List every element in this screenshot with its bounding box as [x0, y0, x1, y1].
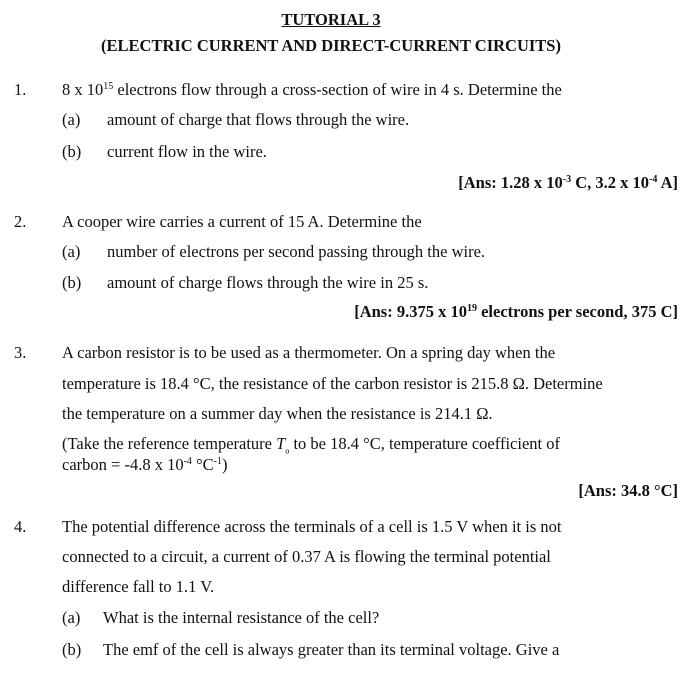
question-text: the temperature on a summer day when the resistance is 214.1 Ω. — [62, 404, 493, 423]
question-text: A carbon resistor is to be used as a thermometer. On a spring day when the — [62, 343, 556, 362]
part-text: amount of charge flows through the wire in 25 s. — [107, 273, 429, 292]
question-text: A cooper wire carries a current of 15 A. Determine the — [62, 212, 422, 231]
part-label: (b) — [62, 640, 82, 659]
question-text: connected to a circuit, a current of 0.37 A is flowing the terminal potential — [62, 547, 551, 566]
page-subtitle: (ELECTRIC CURRENT AND DIRECT-CURRENT CIRCUITS) — [101, 36, 561, 55]
part-text: current flow in the wire. — [107, 142, 267, 161]
part-label: (a) — [62, 242, 81, 261]
part-label: (a) — [62, 110, 81, 129]
question-note: (Take the reference temperature $T_o$ to be 18.4 °C, temperature coefficient of — [62, 434, 560, 456]
page-title: TUTORIAL 3 — [281, 10, 381, 29]
question-note: carbon = -4.8 x $10^{-4}$ $^\circ C^{-1}$) — [62, 455, 228, 474]
part-label: (b) — [62, 273, 82, 292]
part-text: number of electrons per second passing through the wire. — [107, 242, 486, 261]
question-text: temperature is 18.4 °C, the resistance of the carbon resistor is 215.8 Ω. Determine — [62, 374, 603, 393]
answer: [Ans: 1.28 x $10^{-3}$ C, 3.2 x $10^{-4}$ A] — [458, 173, 678, 192]
question-number: 4. — [14, 517, 27, 536]
question-text: The potential difference across the terminals of a cell is 1.5 V when it is not — [62, 517, 562, 536]
question-number: 2. — [14, 212, 27, 231]
question-number: 1. — [14, 80, 27, 99]
part-label: (a) — [62, 608, 81, 627]
part-text: What is the internal resistance of the cell? — [103, 608, 380, 627]
part-text: The emf of the cell is always greater than its terminal voltage. Give a — [103, 640, 560, 659]
answer: [Ans: 34.8 °C] — [578, 481, 678, 500]
question-text: 8 x $10^{15}$ electrons flow through a cross-section of wire in 4 s. Determine the — [62, 80, 562, 99]
answer: [Ans: 9.375 x $10^{19}$ electrons per second, 375 C] — [354, 302, 678, 321]
part-label: (b) — [62, 142, 82, 161]
question-text: difference fall to 1.1 V. — [62, 577, 215, 596]
part-text: amount of charge that flows through the wire. — [107, 110, 410, 129]
question-number: 3. — [14, 343, 27, 362]
